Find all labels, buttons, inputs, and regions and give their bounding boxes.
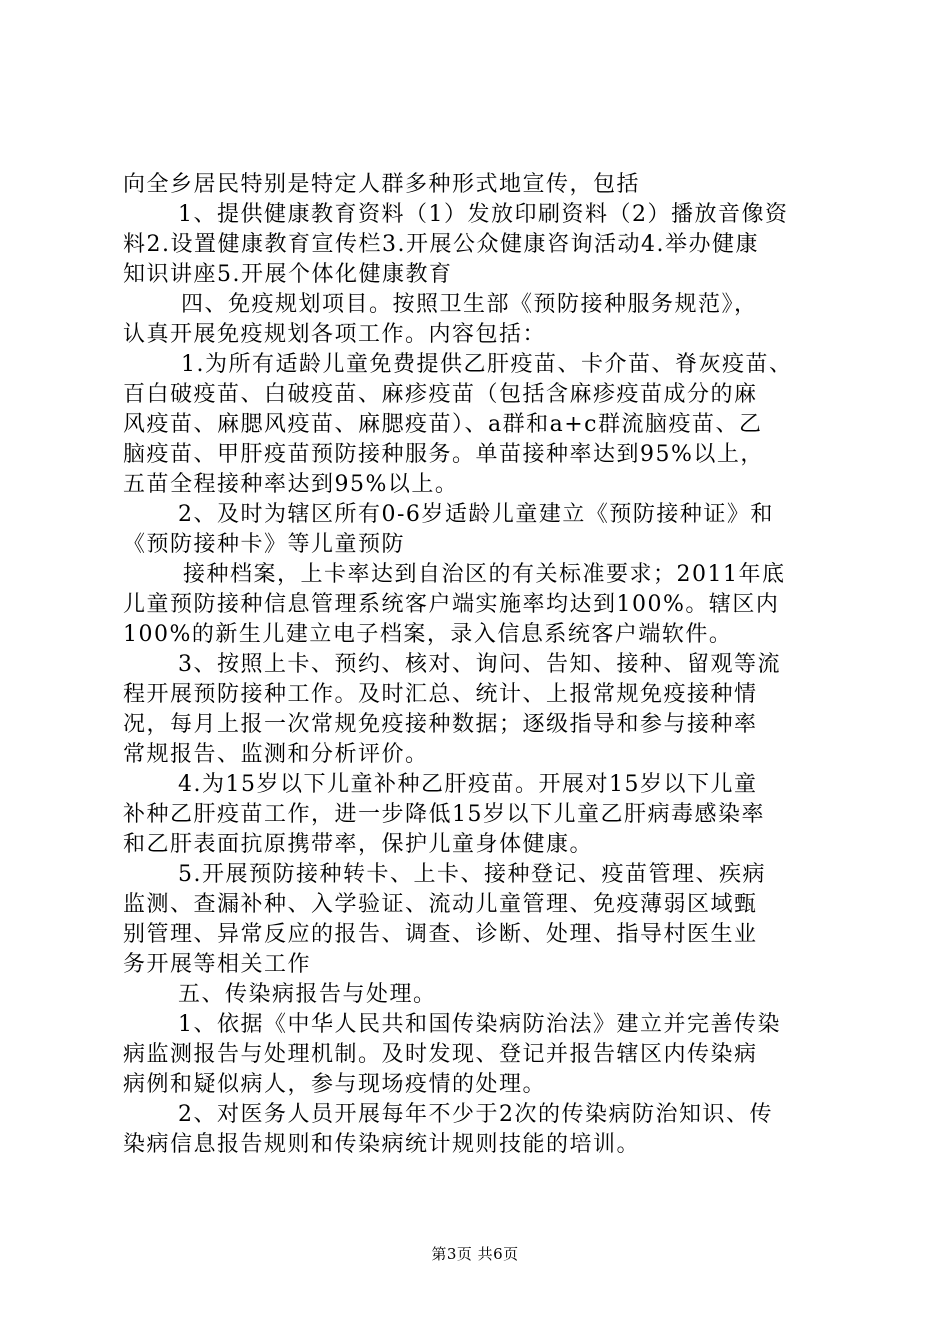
text-line: 接种档案，上卡率达到自治区的有关标准要求；2011年底 (183, 562, 786, 587)
text-line: 认真开展免疫规划各项工作。内容包括： (123, 322, 547, 347)
text-line: 常规报告、监测和分析评价。 (123, 742, 429, 767)
text-line: 料2.设置健康教育宣传栏3.开展公众健康咨询活动4.举办健康 (123, 232, 759, 257)
text-line: 《预防接种卡》等儿童预防 (123, 532, 406, 557)
text-line: 知识讲座5.开展个体化健康教育 (123, 262, 453, 287)
document-body (123, 170, 835, 1160)
text-line: 务开展等相关工作 (123, 952, 312, 977)
text-line: 补种乙肝疫苗工作，进一步降低15岁以下儿童乙肝病毒感染率 (123, 802, 765, 827)
text-line: 脑疫苗、甲肝疫苗预防接种服务。单苗接种率达到95%以上， (123, 442, 764, 467)
text-line: 别管理、异常反应的报告、调查、诊断、处理、指导村医生业 (123, 922, 758, 947)
text-line: 100%的新生儿建立电子档案，录入信息系统客户端软件。 (123, 622, 733, 647)
text-line: 儿童预防接种信息管理系统客户端实施率均达到100%。辖区内 (123, 592, 780, 617)
text-line: 1.为所有适龄儿童免费提供乙肝疫苗、卡介苗、脊灰疫苗、 (181, 352, 793, 377)
text-line: 2、及时为辖区所有0-6岁适龄儿童建立《预防接种证》和 (178, 502, 774, 527)
text-line: 五苗全程接种率达到95%以上。 (123, 472, 459, 497)
text-line: 况，每月上报一次常规免疫接种数据；逐级指导和参与接种率 (123, 712, 758, 737)
section-heading: 五、传染病报告与处理。 (178, 982, 437, 1007)
text-line: 病监测报告与处理机制。及时发现、登记并报告辖区内传染病 (123, 1042, 758, 1067)
page-number-footer: 第3页 共6页 (431, 1245, 519, 1263)
text-line: 1、依据《中华人民共和国传染病防治法》建立并完善传染 (178, 1012, 781, 1037)
text-line: 2、对医务人员开展每年不少于2次的传染病防治知识、传 (178, 1102, 773, 1127)
text-line: 百白破疫苗、白破疫苗、麻疹疫苗（包括含麻疹疫苗成分的麻 (123, 382, 758, 407)
text-line: 1、提供健康教育资料（1）发放印刷资料（2）播放音像资 (178, 202, 789, 227)
text-line: 5.开展预防接种转卡、上卡、接种登记、疫苗管理、疾病 (178, 862, 766, 887)
text-line: 监测、查漏补种、入学验证、流动儿童管理、免疫薄弱区域甄 (123, 892, 758, 917)
text-line: 染病信息报告规则和传染病统计规则技能的培训。 (123, 1132, 641, 1157)
text-line: 风疫苗、麻腮风疫苗、麻腮疫苗）、a群和a+c群流脑疫苗、乙 (123, 412, 763, 437)
text-line: 和乙肝表面抗原携带率，保护儿童身体健康。 (123, 832, 594, 857)
text-line: 4.为15岁以下儿童补种乙肝疫苗。开展对15岁以下儿童 (178, 772, 758, 797)
text-line: 四、免疫规划项目。按照卫生部《预防接种服务规范》， (181, 292, 758, 317)
text-line: 程开展预防接种工作。及时汇总、统计、上报常规免疫接种情 (123, 682, 758, 707)
text-line: 向全乡居民特别是特定人群多种形式地宣传，包括 (123, 172, 641, 197)
text-line: 病例和疑似病人，参与现场疫情的处理。 (123, 1072, 547, 1097)
text-line: 3、按照上卡、预约、核对、询问、告知、接种、留观等流 (178, 652, 781, 677)
